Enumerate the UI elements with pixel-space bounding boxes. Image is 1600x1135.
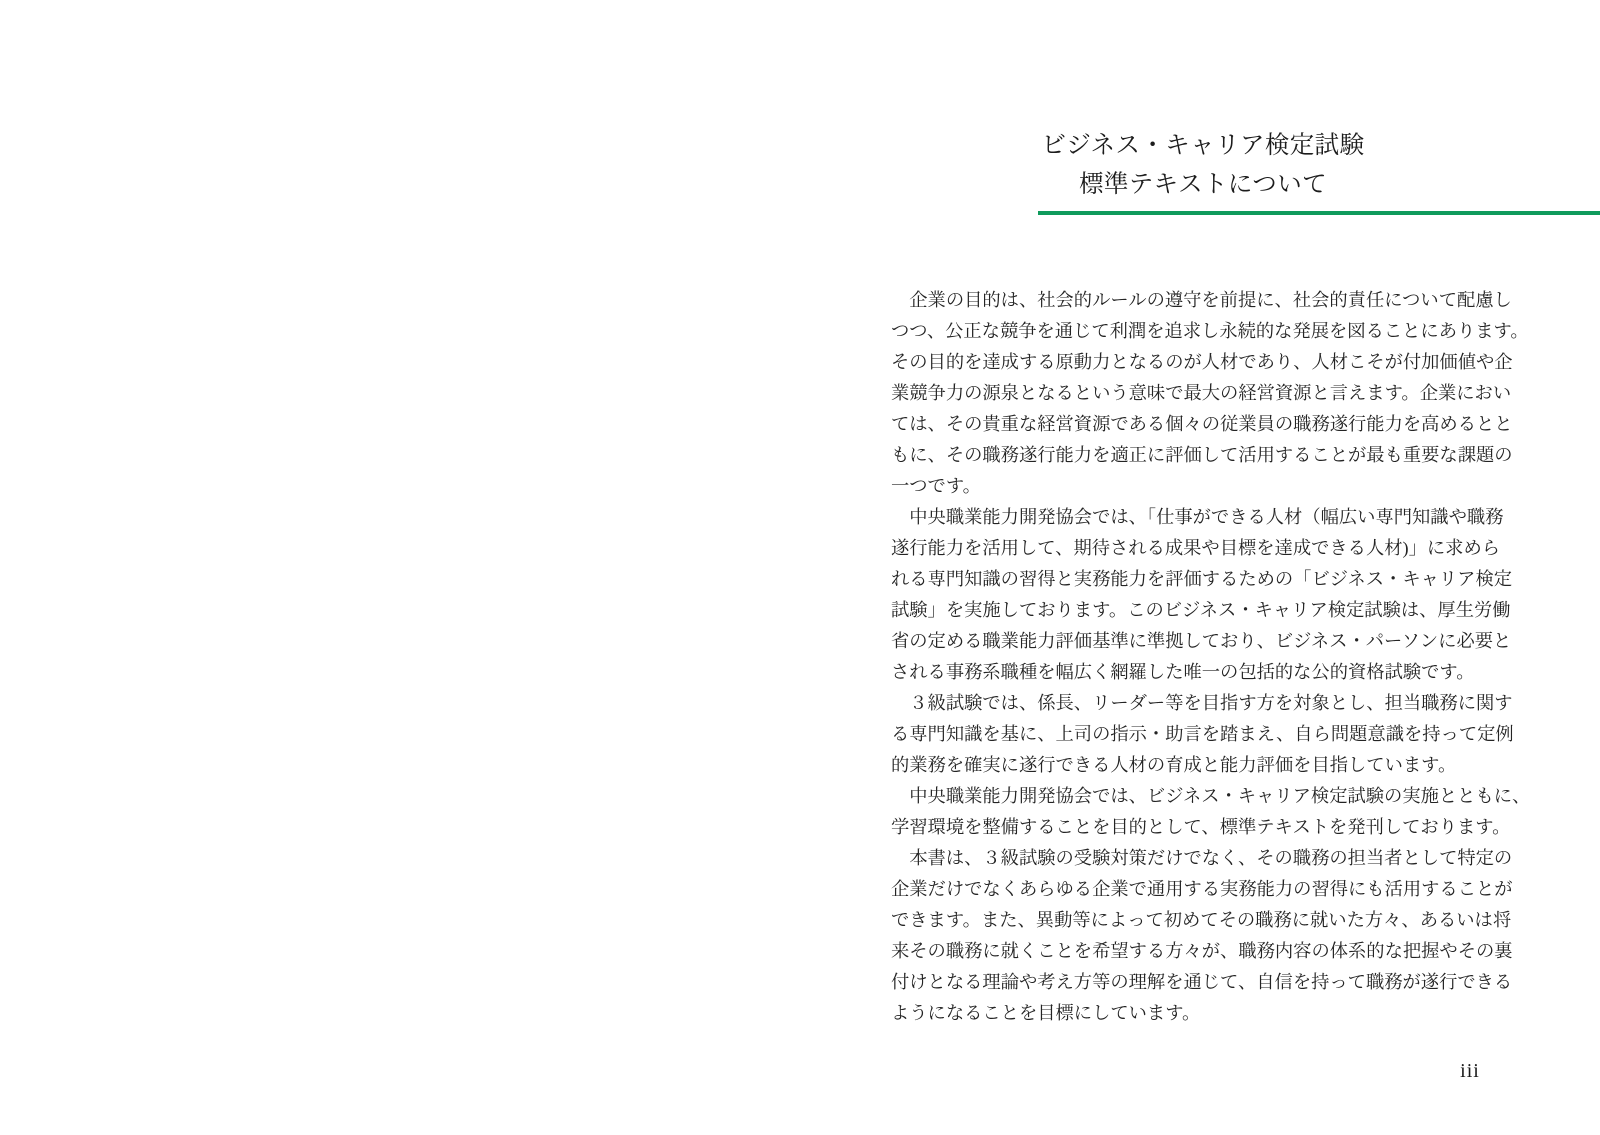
body-line: その目的を達成する原動力となるのが人材であり、人材こそが付加価値や企 xyxy=(891,352,1513,372)
body-line: 一つです。 xyxy=(891,476,981,496)
page-title xyxy=(891,126,1515,204)
body-line: ては、その貴重な経営資源である個々の従業員の職務遂行能力を高めるとと xyxy=(891,414,1513,434)
body-line: つつ、公正な競争を通じて利潤を追求し永続的な発展を図ることにあります。 xyxy=(891,321,1529,341)
body-line: される事務系職種を幅広く網羅した唯一の包括的な公的資格試験です。 xyxy=(891,662,1475,682)
body-line: 中央職業能力開発協会では、「仕事ができる人材（幅広い専門知識や職務 xyxy=(891,507,1504,527)
body-line: 学習環境を整備することを目的として、標準テキストを発刊しております。 xyxy=(891,817,1511,837)
body-line: 省の定める職業能力評価基準に準拠しており、ビジネス・パーソンに必要と xyxy=(891,631,1512,651)
body-line: ようになることを目標にしています。 xyxy=(891,1003,1201,1023)
body-line: ３級試験では、係長、リーダー等を目指す方を対象とし、担当職務に関す xyxy=(891,693,1513,713)
body-line: 中央職業能力開発協会では、ビジネス・キャリア検定試験の実施とともに、 xyxy=(891,786,1531,806)
body-line: 遂行能力を活用して、期待される成果や目標を達成できる人材)」に求めら xyxy=(891,538,1501,558)
title-underline-rule xyxy=(1038,211,1600,215)
body-line: 試験」を実施しております。このビジネス・キャリア検定試験は、厚生労働 xyxy=(891,600,1511,620)
body-line: る専門知識を基に、上司の指示・助言を踏まえ、自ら問題意識を持って定例 xyxy=(891,724,1514,744)
body-line: 的業務を確実に遂行できる人材の育成と能力評価を目指しています。 xyxy=(891,755,1457,775)
page-number: iii xyxy=(1460,1060,1480,1082)
body-line: 企業の目的は、社会的ルールの遵守を前提に、社会的責任について配慮し xyxy=(891,290,1512,310)
body-line: できます。また、異動等によって初めてその職務に就いた方々、あるいは将 xyxy=(891,910,1512,930)
body-line: 来その職務に就くことを希望する方々が、職務内容の体系的な把握やその裏 xyxy=(891,941,1513,961)
body-line: もに、その職務遂行能力を適正に評価して活用することが最も重要な課題の xyxy=(891,445,1513,465)
body-text xyxy=(891,285,1531,1029)
page-title-line-1: ビジネス・キャリア検定試験 xyxy=(1041,132,1365,159)
body-line: 企業だけでなくあらゆる企業で通用する実務能力の習得にも活用することが xyxy=(891,879,1513,899)
body-line: れる専門知識の習得と実務能力を評価するための「ビジネス・キャリア検定 xyxy=(891,569,1513,589)
body-line: 業競争力の源泉となるという意味で最大の経営資源と言えます。企業におい xyxy=(891,383,1512,403)
body-line: 付けとなる理論や考え方等の理解を通じて、自信を持って職務が遂行できる xyxy=(891,972,1513,992)
body-line: 本書は、３級試験の受験対策だけでなく、その職務の担当者として特定の xyxy=(891,848,1513,868)
page-title-line-2: 標準テキストについて xyxy=(1078,171,1328,198)
